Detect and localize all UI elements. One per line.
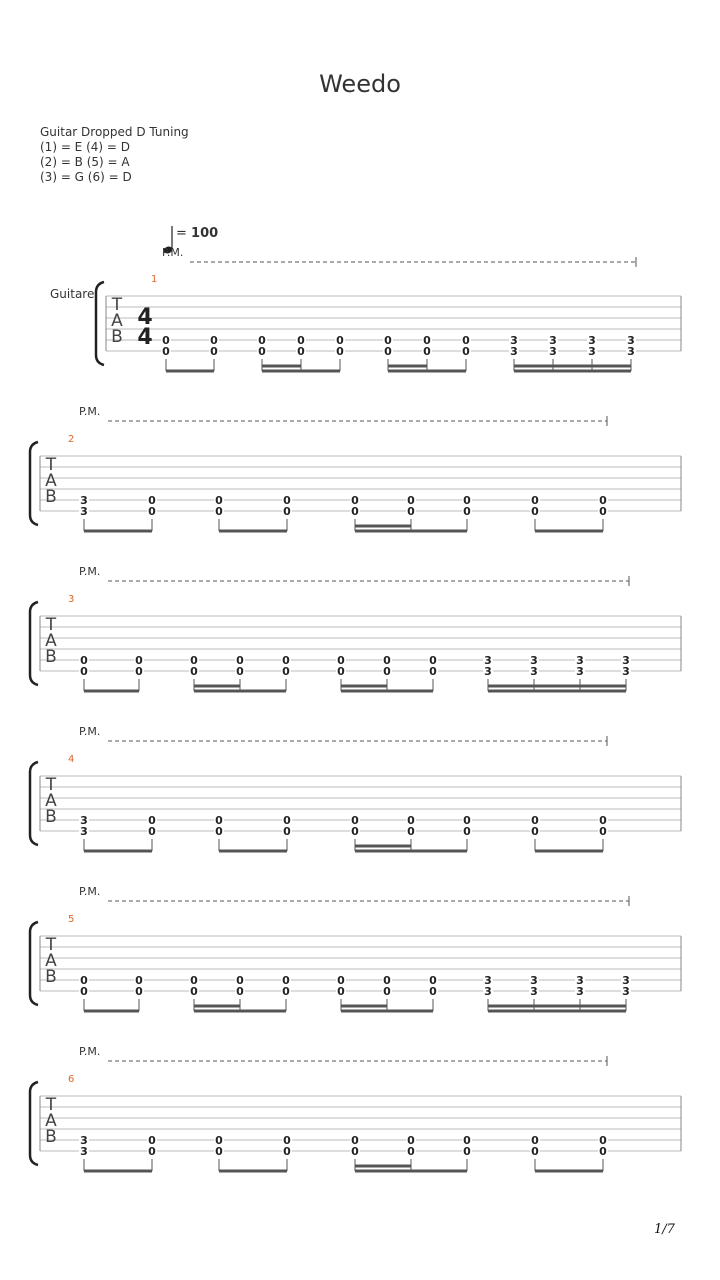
fret-number: 0 [215, 1134, 223, 1147]
measure-number: 6 [68, 1074, 75, 1085]
song-title: Weedo [319, 70, 401, 98]
fret-number: 0 [258, 345, 266, 358]
fret-number: 0 [282, 985, 290, 998]
fret-number: 0 [236, 985, 244, 998]
tab-clef-letter: A [45, 791, 57, 811]
tuning-line: (1) = E (4) = D [40, 140, 130, 154]
tab-clef-letter: A [45, 471, 57, 491]
fret-number: 0 [351, 494, 359, 507]
fret-number: 0 [236, 974, 244, 987]
fret-number: 0 [407, 825, 415, 838]
fret-number: 3 [484, 974, 492, 987]
fret-number: 0 [351, 1145, 359, 1158]
fret-number: 0 [148, 1134, 156, 1147]
fret-number: 0 [336, 334, 344, 347]
fret-number: 0 [282, 974, 290, 987]
fret-number: 3 [549, 334, 557, 347]
fret-number: 0 [407, 1145, 415, 1158]
fret-number: 0 [258, 334, 266, 347]
fret-number: 3 [576, 974, 584, 987]
tab-clef-letter: B [45, 807, 57, 827]
palm-mute-label: P.M. [79, 405, 101, 418]
palm-mute-label: P.M. [79, 565, 101, 578]
fret-number: 0 [599, 1145, 607, 1158]
fret-number: 0 [190, 665, 198, 678]
fret-number: 0 [429, 974, 437, 987]
fret-number: 0 [80, 665, 88, 678]
palm-mute-label: P.M. [162, 246, 184, 259]
tab-clef-letter: A [45, 631, 57, 651]
fret-number: 0 [407, 505, 415, 518]
fret-number: 3 [588, 345, 596, 358]
tab-clef-letter: B [45, 1127, 57, 1147]
fret-number: 0 [429, 654, 437, 667]
fret-number: 3 [530, 985, 538, 998]
fret-number: 0 [148, 825, 156, 838]
palm-mute-label: P.M. [79, 885, 101, 898]
fret-number: 0 [383, 665, 391, 678]
fret-number: 3 [484, 985, 492, 998]
fret-number: 0 [423, 334, 431, 347]
fret-number: 0 [462, 334, 470, 347]
fret-number: 0 [384, 334, 392, 347]
tuning-name: Guitar Dropped D Tuning [40, 125, 189, 139]
fret-number: 0 [383, 654, 391, 667]
fret-number: 0 [462, 345, 470, 358]
palm-mute-label: P.M. [79, 1045, 101, 1058]
fret-number: 0 [283, 1145, 291, 1158]
fret-number: 0 [210, 345, 218, 358]
tab-clef-letter: B [111, 327, 123, 347]
fret-number: 0 [162, 334, 170, 347]
fret-number: 0 [135, 665, 143, 678]
fret-number: 3 [80, 1145, 88, 1158]
fret-number: 0 [336, 345, 344, 358]
fret-number: 0 [531, 505, 539, 518]
fret-number: 3 [510, 345, 518, 358]
fret-number: 0 [383, 974, 391, 987]
instrument-label: Guitare [50, 287, 95, 301]
fret-number: 3 [622, 654, 630, 667]
tab-clef-letter: B [45, 967, 57, 987]
fret-number: 3 [627, 345, 635, 358]
fret-number: 0 [135, 654, 143, 667]
fret-number: 0 [190, 654, 198, 667]
fret-number: 0 [351, 505, 359, 518]
system-bracket [30, 602, 38, 685]
tab-clef-letter: T [45, 1095, 57, 1115]
fret-number: 0 [531, 1145, 539, 1158]
time-signature-bottom: 4 [137, 325, 153, 350]
tab-clef-letter: T [45, 455, 57, 475]
fret-number: 3 [622, 985, 630, 998]
fret-number: 0 [282, 654, 290, 667]
fret-number: 0 [148, 1145, 156, 1158]
fret-number: 3 [80, 1134, 88, 1147]
fret-number: 0 [80, 974, 88, 987]
measure-number: 2 [68, 434, 75, 445]
system-bracket [96, 282, 104, 365]
fret-number: 0 [423, 345, 431, 358]
fret-number: 0 [215, 825, 223, 838]
fret-number: 0 [283, 814, 291, 827]
fret-number: 0 [190, 974, 198, 987]
fret-number: 0 [531, 814, 539, 827]
fret-number: 0 [337, 654, 345, 667]
fret-number: 3 [80, 494, 88, 507]
tab-clef-letter: A [45, 1111, 57, 1131]
fret-number: 3 [80, 825, 88, 838]
fret-number: 3 [576, 985, 584, 998]
fret-number: 0 [599, 494, 607, 507]
palm-mute-label: P.M. [79, 725, 101, 738]
fret-number: 0 [337, 665, 345, 678]
fret-number: 0 [210, 334, 218, 347]
fret-number: 0 [283, 1134, 291, 1147]
fret-number: 0 [215, 814, 223, 827]
fret-number: 3 [622, 974, 630, 987]
fret-number: 3 [530, 665, 538, 678]
fret-number: 0 [215, 494, 223, 507]
measure-number: 1 [151, 274, 158, 285]
tab-clef-letter: A [45, 951, 57, 971]
fret-number: 0 [531, 825, 539, 838]
fret-number: 3 [510, 334, 518, 347]
fret-number: 3 [530, 654, 538, 667]
fret-number: 0 [463, 494, 471, 507]
tempo-equals: = [176, 226, 187, 241]
fret-number: 3 [622, 665, 630, 678]
fret-number: 0 [351, 825, 359, 838]
fret-number: 0 [283, 494, 291, 507]
tab-clef-letter: B [45, 647, 57, 667]
fret-number: 0 [531, 494, 539, 507]
fret-number: 0 [80, 654, 88, 667]
system-bracket [30, 922, 38, 1005]
measure-number: 5 [68, 914, 75, 925]
fret-number: 0 [282, 665, 290, 678]
fret-number: 3 [484, 665, 492, 678]
tab-clef-letter: T [45, 935, 57, 955]
page-number: 1/7 [654, 1222, 675, 1237]
fret-number: 0 [463, 1134, 471, 1147]
fret-number: 0 [190, 985, 198, 998]
fret-number: 0 [407, 814, 415, 827]
fret-number: 0 [599, 825, 607, 838]
fret-number: 3 [484, 654, 492, 667]
fret-number: 0 [236, 654, 244, 667]
fret-number: 0 [463, 825, 471, 838]
tuning-line: (3) = G (6) = D [40, 170, 132, 184]
fret-number: 3 [588, 334, 596, 347]
system-bracket [30, 762, 38, 845]
fret-number: 0 [283, 505, 291, 518]
fret-number: 0 [599, 1134, 607, 1147]
tab-clef-letter: T [45, 775, 57, 795]
fret-number: 0 [283, 825, 291, 838]
fret-number: 3 [530, 974, 538, 987]
fret-number: 0 [599, 505, 607, 518]
fret-number: 0 [351, 814, 359, 827]
fret-number: 0 [463, 1145, 471, 1158]
fret-number: 3 [576, 654, 584, 667]
fret-number: 0 [135, 974, 143, 987]
fret-number: 0 [407, 494, 415, 507]
fret-number: 0 [463, 814, 471, 827]
fret-number: 3 [576, 665, 584, 678]
fret-number: 3 [549, 345, 557, 358]
fret-number: 0 [162, 345, 170, 358]
fret-number: 0 [463, 505, 471, 518]
fret-number: 0 [599, 814, 607, 827]
fret-number: 3 [80, 814, 88, 827]
tuning-line: (2) = B (5) = A [40, 155, 130, 169]
fret-number: 0 [148, 814, 156, 827]
fret-number: 0 [135, 985, 143, 998]
tab-clef-letter: T [45, 615, 57, 635]
fret-number: 0 [531, 1134, 539, 1147]
tab-clef-letter: A [111, 311, 123, 331]
measure-number: 3 [68, 594, 75, 605]
tab-clef-letter: B [45, 487, 57, 507]
fret-number: 0 [297, 334, 305, 347]
fret-number: 0 [384, 345, 392, 358]
fret-number: 0 [337, 974, 345, 987]
fret-number: 3 [80, 505, 88, 518]
time-signature-top: 4 [137, 305, 153, 330]
system-bracket [30, 442, 38, 525]
system-bracket [30, 1082, 38, 1165]
fret-number: 0 [215, 505, 223, 518]
fret-number: 0 [337, 985, 345, 998]
fret-number: 0 [429, 985, 437, 998]
fret-number: 0 [148, 494, 156, 507]
fret-number: 0 [297, 345, 305, 358]
fret-number: 0 [80, 985, 88, 998]
fret-number: 0 [351, 1134, 359, 1147]
fret-number: 0 [148, 505, 156, 518]
fret-number: 0 [215, 1145, 223, 1158]
tempo-bpm: 100 [191, 226, 219, 241]
measure-number: 4 [68, 754, 75, 765]
fret-number: 0 [383, 985, 391, 998]
fret-number: 3 [627, 334, 635, 347]
fret-number: 0 [407, 1134, 415, 1147]
fret-number: 0 [429, 665, 437, 678]
tab-clef-letter: T [111, 295, 123, 315]
fret-number: 0 [236, 665, 244, 678]
